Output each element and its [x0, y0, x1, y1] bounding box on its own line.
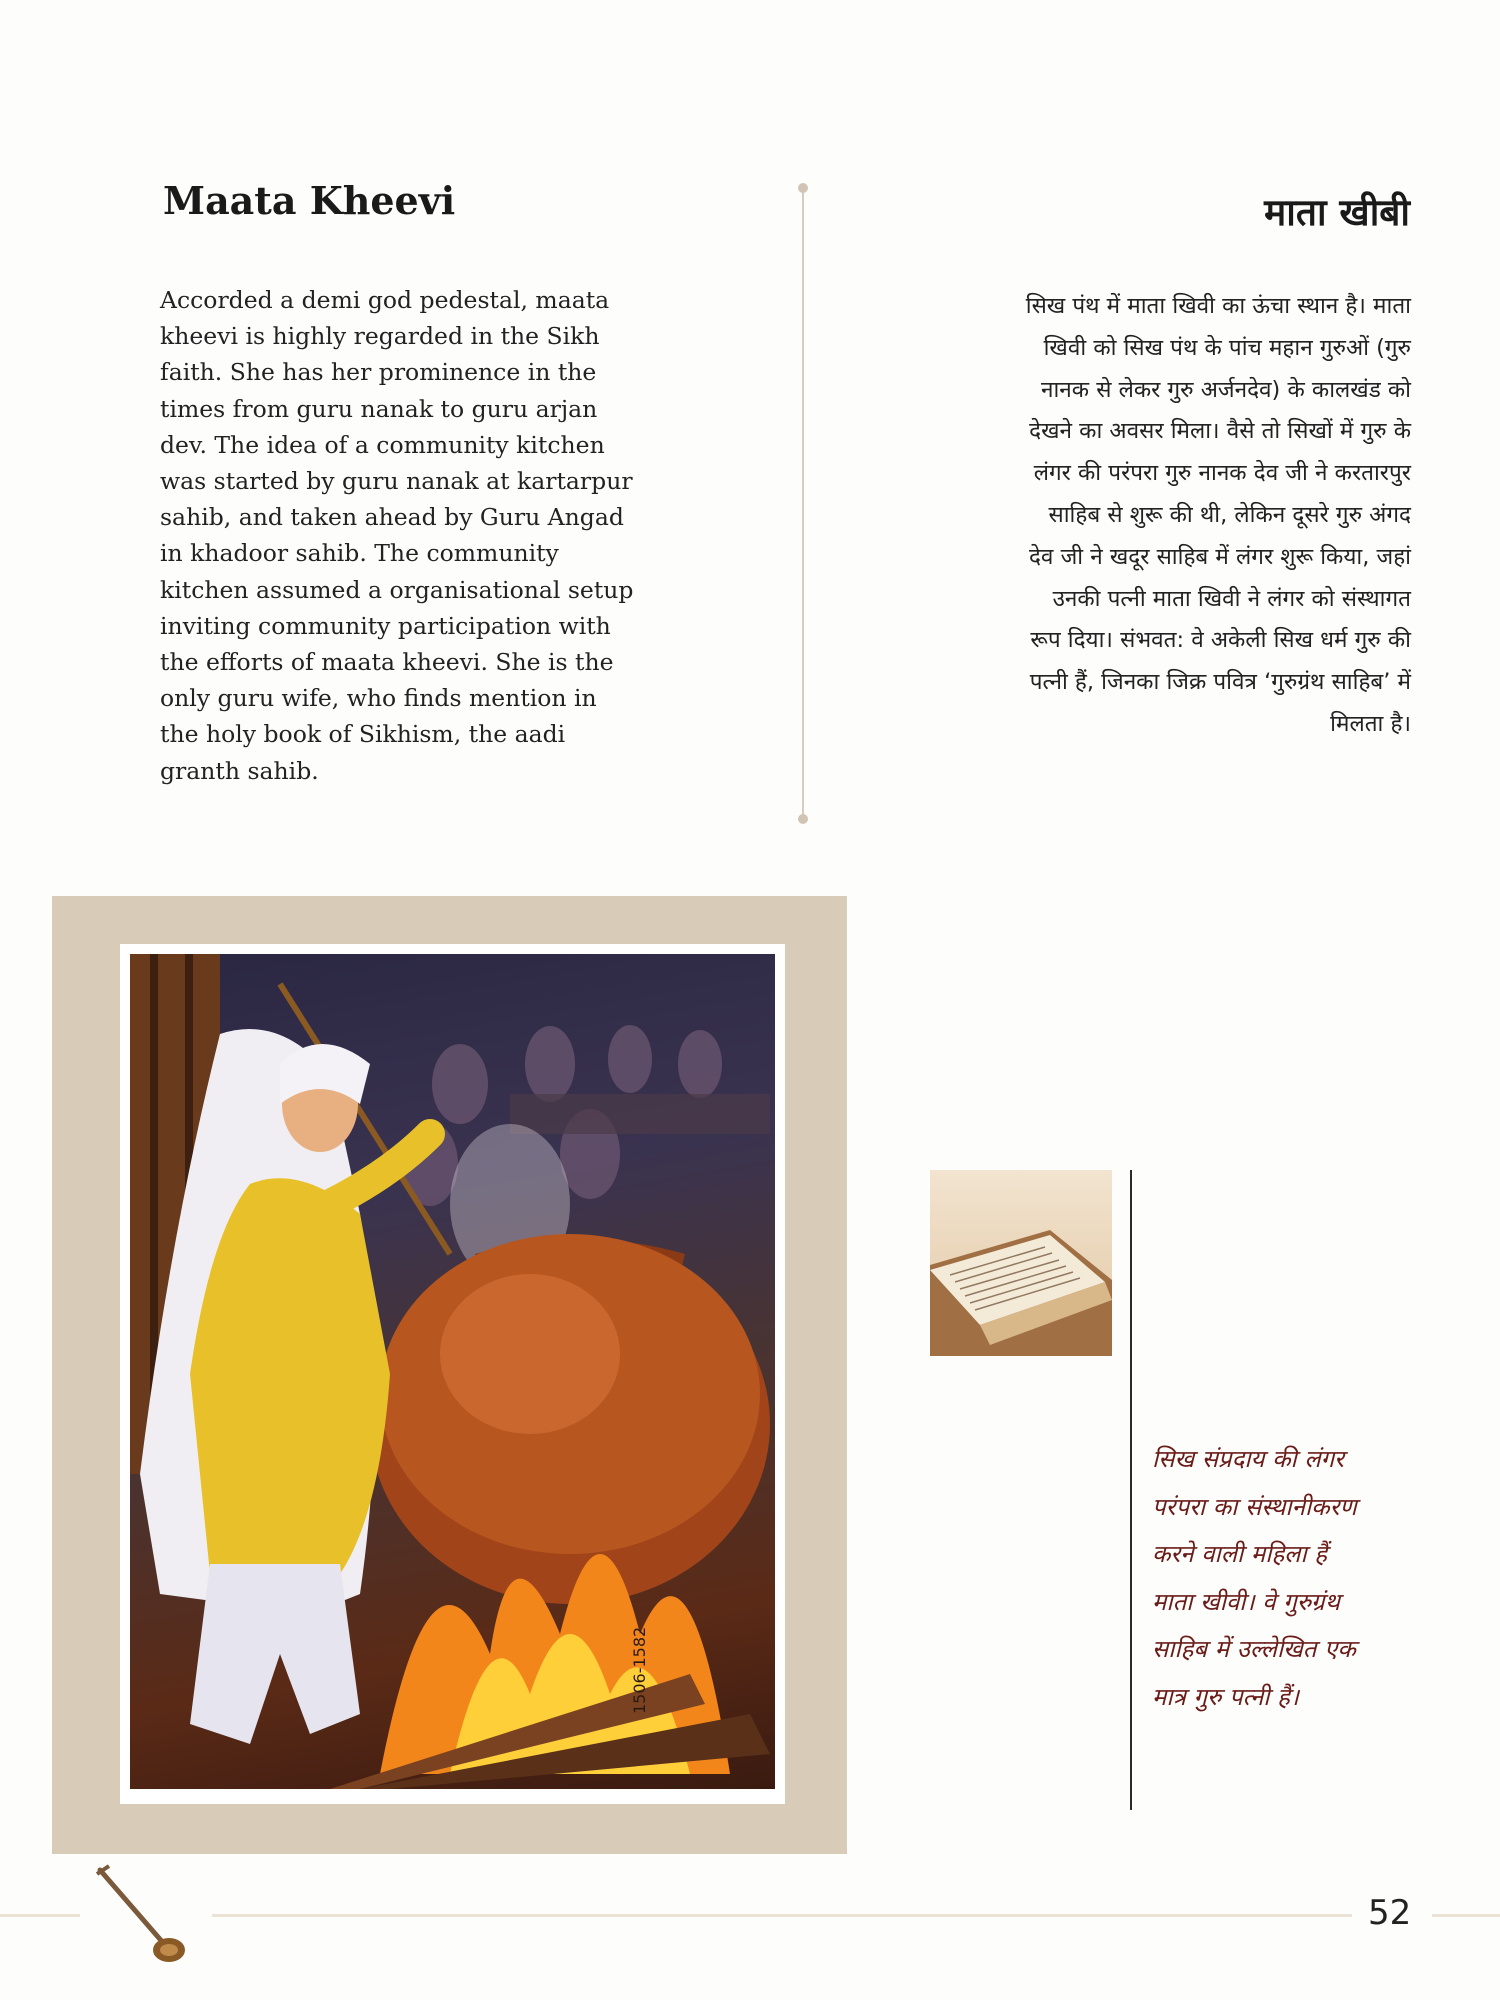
english-line: in khadoor sahib. The community	[160, 539, 559, 568]
english-line: the holy book of Sikhism, the aadi	[160, 720, 566, 749]
english-line: was started by guru nanak at kartarpur	[160, 467, 633, 496]
quote-line: माता खीवी। वे गुरुग्रंथ	[1152, 1587, 1340, 1616]
pull-quote	[1152, 1436, 1452, 1721]
hindi-body	[925, 286, 1411, 746]
english-line: granth sahib.	[160, 756, 319, 785]
hindi-line: उनकी पत्नी माता खिवी ने लंगर को संस्थागत	[1052, 585, 1411, 612]
english-line: only guru wife, who finds mention in	[160, 684, 597, 713]
painting-frame	[52, 896, 847, 1854]
english-line: inviting community participation with	[160, 611, 611, 640]
hindi-line: रूप दिया। संभवत: वे अकेली सिख धर्म गुरु की	[1030, 627, 1411, 654]
book-icon	[930, 1170, 1112, 1356]
hindi-title: माता खीबी	[1264, 191, 1410, 234]
english-line: dev. The idea of a community kitchen	[160, 430, 605, 459]
quote-line: मात्र गुरु पत्नी हैं।	[1152, 1682, 1299, 1711]
quote-rule	[1130, 1170, 1132, 1810]
footer-rule	[212, 1914, 1352, 1917]
hindi-line: नानक से लेकर गुरु अर्जनदेव) के कालखंड को	[1040, 376, 1411, 403]
hindi-line: सिख पंथ में माता खिवी का ऊंचा स्थान है। माता	[1025, 293, 1411, 319]
quote-line: साहिब में उल्लेखित एक	[1152, 1635, 1356, 1663]
english-line: the efforts of maata kheevi. She is the	[160, 648, 614, 677]
english-line: sahib, and taken ahead by Guru Angad	[160, 503, 624, 532]
holy-book-thumbnail	[930, 1170, 1112, 1356]
painting-mat	[120, 944, 785, 1804]
english-line: kheevi is highly regarded in the Sikh	[160, 322, 600, 351]
painting-illustration	[130, 954, 775, 1789]
hindi-line: पत्नी हैं, जिनका जिक्र पवित्र ‘गुरुग्रंथ साहिब’ में	[1029, 669, 1411, 696]
painting-date-stamp: 1506-1582	[630, 1626, 649, 1714]
hindi-line: मिलता है।	[1330, 710, 1411, 737]
english-title: Maata Kheevi	[163, 178, 456, 223]
footer-rule-right	[1432, 1914, 1500, 1917]
divider-dot-top	[798, 183, 808, 193]
english-line: times from guru nanak to guru arjan	[160, 394, 598, 423]
english-line: kitchen assumed a organisational setup	[160, 575, 634, 604]
quote-line: करने वाली महिला हैं	[1152, 1540, 1328, 1568]
hindi-line: लंगर की परंपरा गुरु नानक देव जी ने करतारपुर	[1033, 460, 1411, 487]
hindi-line: खिवी को सिख पंथ के पांच महान गुरुओं (गुरु	[1043, 334, 1411, 361]
english-line: faith. She has her prominence in the	[160, 358, 597, 387]
quote-line: परंपरा का संस्थानीकरण	[1152, 1492, 1357, 1521]
english-body	[160, 282, 640, 789]
rabab-instrument-icon	[95, 1860, 205, 1970]
divider-dot-bottom	[798, 814, 808, 824]
hindi-line: साहिब से शुरू की थी, लेकिन दूसरे गुरु अंगद	[1048, 501, 1411, 528]
footer-rule-left	[0, 1914, 80, 1917]
english-line: Accorded a demi god pedestal, maata	[160, 286, 610, 314]
hindi-line: देखने का अवसर मिला। वैसे तो सिखों में गुरु के	[1029, 418, 1411, 445]
page-number: 52	[1368, 1893, 1412, 1933]
hindi-line: देव जी ने खदूर साहिब में लंगर शुरू किया, जहां	[1028, 543, 1411, 570]
quote-line: सिख संप्रदाय की लंगर	[1152, 1445, 1344, 1473]
langar-painting	[130, 954, 775, 1789]
column-divider	[802, 190, 804, 818]
